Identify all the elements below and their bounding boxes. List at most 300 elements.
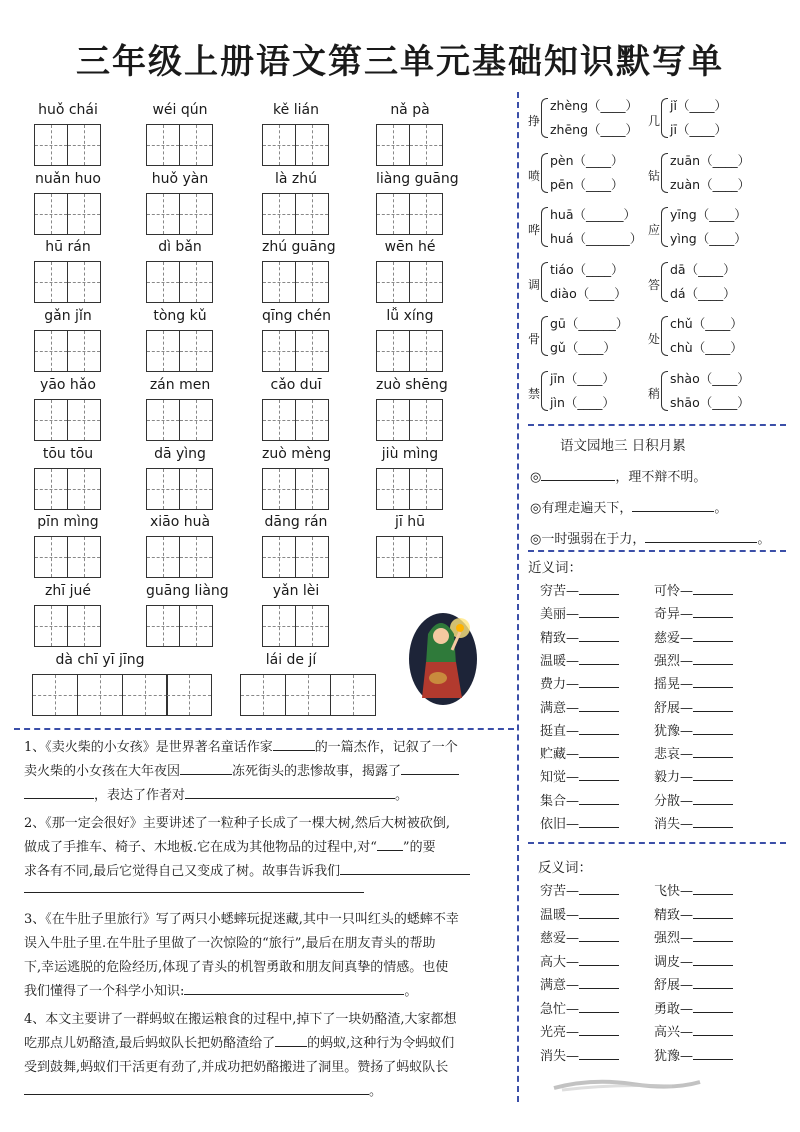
antonyms-word: 强烈—: [654, 931, 694, 946]
writing-box[interactable]: [146, 193, 180, 235]
antonyms-pair: [654, 974, 733, 993]
garden-phrase-3: ◎一时强弱在于力， 。: [530, 528, 770, 547]
antonyms-word: 消失—: [540, 1048, 580, 1064]
writing-box[interactable]: [285, 674, 331, 716]
writing-box[interactable]: [409, 468, 443, 510]
pinyin-word-group: [262, 171, 330, 237]
antonyms-pair: [540, 1021, 619, 1040]
writing-box[interactable]: [67, 193, 101, 235]
synonyms-pair: [540, 813, 619, 832]
reading-2: huá（_______）: [550, 231, 643, 246]
writing-box[interactable]: [295, 605, 329, 647]
answer-blank[interactable]: [693, 1047, 733, 1060]
writing-box[interactable]: [146, 330, 180, 372]
writing-box[interactable]: [34, 193, 68, 235]
writing-box[interactable]: [122, 674, 168, 716]
antonyms-pair: [540, 998, 619, 1017]
reading-2: shāo（____）: [670, 394, 750, 410]
antonyms-pair: [540, 1045, 619, 1064]
pinyin-word-group: [376, 514, 444, 580]
pinyin-word-group: [146, 171, 214, 237]
answer-blank[interactable]: [579, 699, 619, 712]
antonyms-word: 高大—: [540, 954, 580, 970]
antonyms-word: 精致—: [654, 907, 694, 923]
writing-box[interactable]: [146, 536, 180, 578]
answer-blank[interactable]: [693, 792, 733, 805]
pinyin-label: là zhú: [274, 170, 317, 187]
antonyms-pair: [654, 998, 733, 1017]
answer-blank[interactable]: [693, 652, 733, 665]
writing-box[interactable]: [262, 261, 296, 303]
writing-box[interactable]: [262, 399, 296, 441]
writing-box[interactable]: [295, 536, 329, 578]
reading-2: zuàn（____）: [670, 176, 751, 192]
pinyin-word-group: [34, 583, 102, 649]
answer-blank[interactable]: [693, 582, 733, 595]
writing-box[interactable]: [146, 605, 180, 647]
right-divider-2: [528, 550, 786, 552]
pinyin-label: yāo hǎo: [40, 376, 96, 393]
answer-blank[interactable]: [579, 582, 619, 595]
pinyin-label: kě lián: [273, 102, 319, 118]
antonyms-word: 调皮—: [654, 954, 694, 970]
synonyms-word: 穷苦—: [540, 584, 580, 599]
pinyin-label: xiāo huà: [149, 514, 211, 531]
reading-1: yīng（____）: [670, 207, 747, 222]
writing-box[interactable]: [34, 399, 68, 441]
pinyin-word-group: [376, 446, 444, 512]
writing-box[interactable]: [262, 605, 296, 647]
antonyms-word: 慈爱—: [540, 931, 580, 946]
answer-blank[interactable]: [693, 906, 733, 919]
pinyin-label: dà chī yī jīng: [55, 652, 145, 668]
antonyms-pair: [654, 1045, 733, 1064]
synonyms-pair: [654, 697, 733, 716]
answer-blank[interactable]: [693, 605, 733, 618]
question-1: 1、《卖火柴的小女孩》是世界著名童话作家 的一篇杰作，记叙了一个 卖火柴的小女孩在大年夜因 冻死街头的悲惨故事，揭露了 ，表达了作者对 。: [24, 736, 514, 808]
pinyin-word-group: [146, 308, 214, 374]
polyphone-char: 调: [528, 277, 541, 292]
writing-box[interactable]: [146, 468, 180, 510]
antonyms-pair: [654, 880, 733, 899]
answer-blank[interactable]: [693, 675, 733, 688]
writing-box[interactable]: [376, 468, 410, 510]
pinyin-word-group: [376, 376, 448, 443]
synonyms-word: 毅力—: [654, 770, 694, 786]
writing-box[interactable]: [179, 330, 213, 372]
pinyin-word-group: [262, 102, 330, 168]
pinyin-word-group: [376, 102, 444, 168]
synonyms-pair: [540, 580, 619, 599]
left-divider: [14, 728, 514, 730]
writing-box[interactable]: [295, 193, 329, 235]
answer-blank[interactable]: [579, 745, 619, 758]
synonyms-word: 舒展—: [654, 700, 694, 716]
pinyin-label: nǎ pà: [390, 102, 430, 118]
writing-box[interactable]: [67, 536, 101, 578]
reading-2: jī（____）: [670, 122, 727, 137]
reading-2: chù（____）: [670, 340, 743, 355]
reading-2: zhēng（____）: [550, 122, 639, 137]
writing-box[interactable]: [409, 399, 443, 441]
answer-blank[interactable]: [579, 629, 619, 642]
writing-box[interactable]: [34, 468, 68, 510]
writing-box[interactable]: [179, 605, 213, 647]
writing-box[interactable]: [179, 124, 213, 166]
answer-blank[interactable]: [579, 768, 619, 781]
antonyms-word: 勇敢—: [654, 1001, 694, 1017]
writing-box[interactable]: [34, 536, 68, 578]
brace-icon: [661, 98, 668, 138]
writing-box[interactable]: [376, 536, 410, 578]
polyphone-char: 骨: [528, 332, 541, 346]
reading-1: huā（______）: [550, 207, 637, 222]
pinyin-word-group: [34, 446, 102, 512]
pinyin-label: wéi qún: [152, 102, 208, 118]
writing-box[interactable]: [409, 193, 443, 235]
pinyin-label: yǎn lèi: [272, 582, 320, 599]
polyphone-char: 稍: [648, 386, 661, 401]
pinyin-label: nuǎn huo: [35, 170, 101, 187]
synonyms-word: 贮藏—: [540, 747, 580, 763]
polyphone-char: 应: [648, 223, 661, 237]
reading-2: gǔ（____）: [550, 340, 616, 355]
writing-box[interactable]: [376, 261, 410, 303]
antonyms-word: 穷苦—: [540, 884, 580, 899]
answer-blank[interactable]: [579, 722, 619, 735]
pinyin-label: huǒ chái: [38, 102, 98, 118]
pinyin-label: tōu tōu: [42, 445, 94, 462]
brace-icon: [661, 316, 668, 356]
brace-icon: [661, 371, 668, 411]
synonyms-pair: [540, 603, 619, 622]
pinyin-label: huǒ yàn: [151, 170, 209, 187]
writing-box[interactable]: [262, 468, 296, 510]
writing-box[interactable]: [330, 674, 376, 716]
antonyms-heading: 反义词：: [538, 860, 592, 876]
writing-box[interactable]: [409, 536, 443, 578]
pinyin-label: lǚ xíng: [386, 308, 434, 325]
synonyms-pair: [540, 627, 619, 646]
pinyin-label: hū rán: [45, 239, 91, 256]
pinyin-label: zhú guāng: [262, 239, 336, 256]
writing-box[interactable]: [409, 124, 443, 166]
pinyin-label: zuò mèng: [262, 445, 332, 462]
synonyms-word: 慈爱—: [654, 630, 694, 646]
answer-blank[interactable]: [579, 882, 619, 895]
pinyin-word-group: [34, 239, 102, 305]
synonyms-word: 满意—: [540, 700, 580, 716]
polyphone-char: 禁: [528, 386, 541, 401]
writing-box[interactable]: [67, 330, 101, 372]
reading-2: diào（____）: [550, 285, 627, 301]
synonyms-pair: [540, 790, 619, 809]
pinyin-word-group: [262, 377, 330, 443]
reading-1: pèn（____）: [550, 152, 624, 168]
synonyms-pair: [654, 766, 733, 785]
writing-box[interactable]: [34, 605, 68, 647]
garden-phrase-1: ◎ ，理不辩不明。: [530, 466, 706, 485]
writing-box[interactable]: [262, 330, 296, 372]
answer-blank[interactable]: [579, 675, 619, 688]
pinyin-word-group: [34, 102, 102, 168]
synonyms-pair: [654, 627, 733, 646]
pinyin-label: cǎo duī: [270, 376, 322, 393]
writing-box[interactable]: [34, 124, 68, 166]
antonyms-word: 高兴—: [654, 1025, 694, 1040]
reading-2: pēn（____）: [550, 176, 624, 192]
synonyms-word: 分散—: [654, 793, 694, 809]
pinyin-label: guāng liàng: [146, 582, 229, 599]
synonyms-word: 奇异—: [654, 607, 694, 623]
synonyms-word: 美丽—: [540, 607, 580, 623]
brace-icon: [541, 98, 548, 138]
antonyms-pair: [654, 927, 733, 946]
antonyms-pair: [540, 974, 619, 993]
writing-box[interactable]: [179, 399, 213, 441]
synonyms-pair: [654, 790, 733, 809]
answer-blank[interactable]: [693, 953, 733, 966]
writing-box[interactable]: [34, 261, 68, 303]
writing-box[interactable]: [376, 399, 410, 441]
pinyin-label: pīn mìng: [37, 514, 99, 531]
synonyms-word: 挺直—: [540, 723, 580, 739]
pinyin-word-group: [146, 102, 214, 168]
synonyms-word: 依旧—: [540, 817, 580, 832]
pinyin-word-group: [240, 652, 342, 718]
pinyin-label: jī hū: [395, 514, 425, 531]
pinyin-word-group: [34, 308, 102, 374]
reading-2: jìn（____）: [550, 394, 615, 410]
pinyin-label: liàng guāng: [376, 170, 459, 187]
pinyin-label: gǎn jǐn: [44, 308, 92, 325]
answer-blank[interactable]: [693, 768, 733, 781]
writing-box[interactable]: [262, 536, 296, 578]
antonyms-pair: [654, 904, 733, 923]
polyphone-char: 喷: [528, 168, 541, 183]
pinyin-label: dāng rán: [264, 514, 328, 531]
question-2: 2、《那一定会很好》主要讲述了一粒种子长成了一棵大树,然后大树被砍倒, 做成了手推车、椅子、木地板.它在成为其他物品的过程中,对“ ”的要 求各有不同,最后它觉得自己又变成了树。故事告诉我们: [24, 812, 514, 884]
writing-box[interactable]: [376, 330, 410, 372]
synonyms-word: 温暖—: [540, 653, 580, 669]
writing-box[interactable]: [179, 261, 213, 303]
pinyin-word-group: [376, 170, 459, 237]
answer-blank[interactable]: [579, 953, 619, 966]
pinyin-label: zhī jué: [45, 582, 91, 599]
writing-box[interactable]: [77, 674, 123, 716]
synonyms-word: 摇晃—: [654, 677, 694, 693]
pinyin-word-group: [34, 514, 102, 580]
synonyms-word: 集合—: [540, 793, 580, 809]
brace-icon: [541, 371, 548, 411]
answer-blank[interactable]: [579, 792, 619, 805]
writing-box[interactable]: [409, 330, 443, 372]
pinyin-label: dì bǎn: [158, 239, 202, 256]
reading-2: yìng（____）: [670, 231, 747, 246]
writing-box[interactable]: [146, 399, 180, 441]
pinyin-label: tòng kǔ: [153, 308, 207, 325]
writing-box[interactable]: [179, 468, 213, 510]
writing-box[interactable]: [240, 674, 286, 716]
reading-1: zhèng（____）: [550, 98, 639, 113]
writing-box[interactable]: [166, 674, 212, 716]
pinyin-label: zán men: [149, 376, 211, 393]
answer-blank[interactable]: [579, 815, 619, 828]
match-girl-illustration: [408, 604, 478, 706]
answer-blank[interactable]: [579, 976, 619, 989]
antonyms-pair: [654, 951, 733, 970]
pinyin-word-group: [262, 514, 330, 580]
brace-icon: [661, 262, 668, 302]
synonyms-word: 犹豫—: [654, 723, 694, 739]
pinyin-word-group: [262, 583, 330, 649]
writing-box[interactable]: [262, 124, 296, 166]
reading-1: zuān（____）: [670, 152, 751, 168]
pinyin-word-group: [262, 446, 330, 512]
pinyin-word-group: [34, 377, 102, 443]
answer-blank[interactable]: [579, 1023, 619, 1036]
polyphone-char: 哗: [528, 223, 541, 237]
synonyms-word: 精致—: [540, 630, 580, 646]
answer-blank[interactable]: [693, 1000, 733, 1013]
synonyms-pair: [540, 697, 619, 716]
polyphone-char: 挣: [528, 114, 541, 128]
antonyms-pair: [540, 927, 619, 946]
synonyms-word: 费力—: [540, 677, 580, 693]
answer-blank[interactable]: [579, 1047, 619, 1060]
garden-heading: 语文园地三 日积月累: [560, 438, 686, 454]
writing-box[interactable]: [262, 193, 296, 235]
synonyms-pair: [654, 603, 733, 622]
pinyin-word-group: [146, 514, 214, 580]
pinyin-word-group: [262, 308, 330, 374]
garden-phrase-2: ◎有理走遍天下， 。: [530, 497, 727, 516]
antonyms-word: 舒展—: [654, 978, 694, 993]
writing-box[interactable]: [146, 261, 180, 303]
pinyin-label: wēn hé: [384, 239, 436, 256]
writing-box[interactable]: [409, 261, 443, 303]
antonyms-pair: [654, 1021, 733, 1040]
question-4: 4、本文主要讲了一群蚂蚁在搬运粮食的过程中,掉下了一块奶酪渣,大家都想 吃那点儿奶酪渣,最后蚂蚁队长把奶酪渣给了 的蚂蚁,这种行为令蚂蚁们 受到鼓舞,蚂蚁们干活更有劲了,并成功把奶酪搬进了洞里。赞扬了蚂蚁队长 。: [24, 1012, 457, 1099]
brace-icon: [541, 207, 548, 247]
reading-1: jǐ（____）: [670, 98, 727, 113]
answer-blank[interactable]: [579, 906, 619, 919]
writing-box[interactable]: [295, 330, 329, 372]
antonyms-pair: [540, 951, 619, 970]
synonyms-pair: [540, 650, 619, 669]
answer-blank[interactable]: [579, 929, 619, 942]
answer-blank[interactable]: [579, 652, 619, 665]
answer-blank[interactable]: [693, 976, 733, 989]
synonyms-word: 消失—: [654, 817, 694, 832]
writing-box[interactable]: [67, 399, 101, 441]
writing-box[interactable]: [376, 193, 410, 235]
polyphone-char: 处: [648, 332, 661, 346]
answer-line-q2: [24, 892, 364, 893]
synonyms-pair: [540, 743, 619, 762]
writing-box[interactable]: [295, 261, 329, 303]
synonyms-heading: 近义词：: [528, 560, 582, 576]
reading-1: shào（____）: [670, 370, 750, 386]
answer-blank[interactable]: [693, 1023, 733, 1036]
polyphone-char: 钻: [648, 168, 661, 183]
pinyin-word-group: [146, 239, 214, 305]
writing-box[interactable]: [67, 124, 101, 166]
polyphone-char: 几: [648, 114, 661, 128]
pinyin-word-group: [376, 308, 444, 374]
synonyms-pair: [540, 720, 619, 739]
writing-box[interactable]: [67, 468, 101, 510]
pinyin-label: zuò shēng: [376, 376, 448, 393]
answer-blank[interactable]: [693, 815, 733, 828]
synonyms-pair: [540, 673, 619, 692]
writing-box[interactable]: [146, 124, 180, 166]
synonyms-pair: [654, 673, 733, 692]
pinyin-label: dā yìng: [154, 445, 206, 462]
writing-box[interactable]: [295, 399, 329, 441]
writing-box[interactable]: [376, 124, 410, 166]
answer-blank[interactable]: [579, 1000, 619, 1013]
answer-blank[interactable]: [693, 745, 733, 758]
answer-blank[interactable]: [693, 699, 733, 712]
synonyms-pair: [654, 580, 733, 599]
antonyms-pair: [540, 904, 619, 923]
pinyin-word-group: [32, 652, 168, 718]
synonyms-word: 悲哀—: [654, 747, 694, 763]
brace-icon: [541, 316, 548, 356]
writing-box[interactable]: [67, 605, 101, 647]
brace-icon: [541, 262, 548, 302]
pinyin-word-group: [262, 239, 336, 305]
writing-box[interactable]: [295, 468, 329, 510]
antonyms-pair: [540, 880, 619, 899]
answer-blank[interactable]: [693, 722, 733, 735]
synonyms-pair: [654, 743, 733, 762]
reading-2: dá（____）: [670, 285, 736, 301]
reading-1: tiáo（____）: [550, 261, 624, 277]
writing-box[interactable]: [179, 193, 213, 235]
pinyin-label: qīng chén: [262, 308, 332, 325]
synonyms-pair: [654, 720, 733, 739]
writing-box[interactable]: [179, 536, 213, 578]
answer-blank[interactable]: [693, 629, 733, 642]
synonyms-word: 知觉—: [540, 770, 580, 786]
writing-box[interactable]: [67, 261, 101, 303]
answer-blank[interactable]: [579, 605, 619, 618]
page-title: 三年级上册语文第三单元基础知识默写单: [76, 42, 724, 82]
antonyms-word: 飞快—: [654, 884, 694, 899]
answer-blank[interactable]: [693, 929, 733, 942]
pinyin-label: jiù mìng: [381, 445, 439, 462]
synonyms-word: 强烈—: [654, 653, 694, 669]
reading-1: dā（____）: [670, 261, 736, 277]
writing-box[interactable]: [32, 674, 78, 716]
writing-box[interactable]: [34, 330, 68, 372]
synonyms-pair: [540, 766, 619, 785]
right-divider-1: [528, 424, 786, 426]
writing-box[interactable]: [295, 124, 329, 166]
answer-blank[interactable]: [693, 882, 733, 895]
pinyin-word-group: [34, 171, 102, 237]
brace-icon: [661, 207, 668, 247]
question-3: 3、《在牛肚子里旅行》写了两只小蟋蟀玩捉迷藏,其中一只叫红头的蟋蟀不幸 误入牛肚子里.在牛肚子里做了一次惊险的“旅行”,最后在朋友青头的帮助 下,幸运逃脱的危险经历,体现了青头的机智勇敢和朋友间真挚的情感。也使 我们懂得了一个科学小知识: 。: [24, 912, 459, 999]
synonyms-word: 可怜—: [654, 584, 694, 599]
brace-icon: [541, 153, 548, 193]
antonyms-word: 急忙—: [540, 1001, 580, 1017]
polyphone-char: 答: [648, 277, 661, 292]
reading-1: chǔ（____）: [670, 316, 743, 331]
pinyin-word-group: [146, 377, 214, 443]
